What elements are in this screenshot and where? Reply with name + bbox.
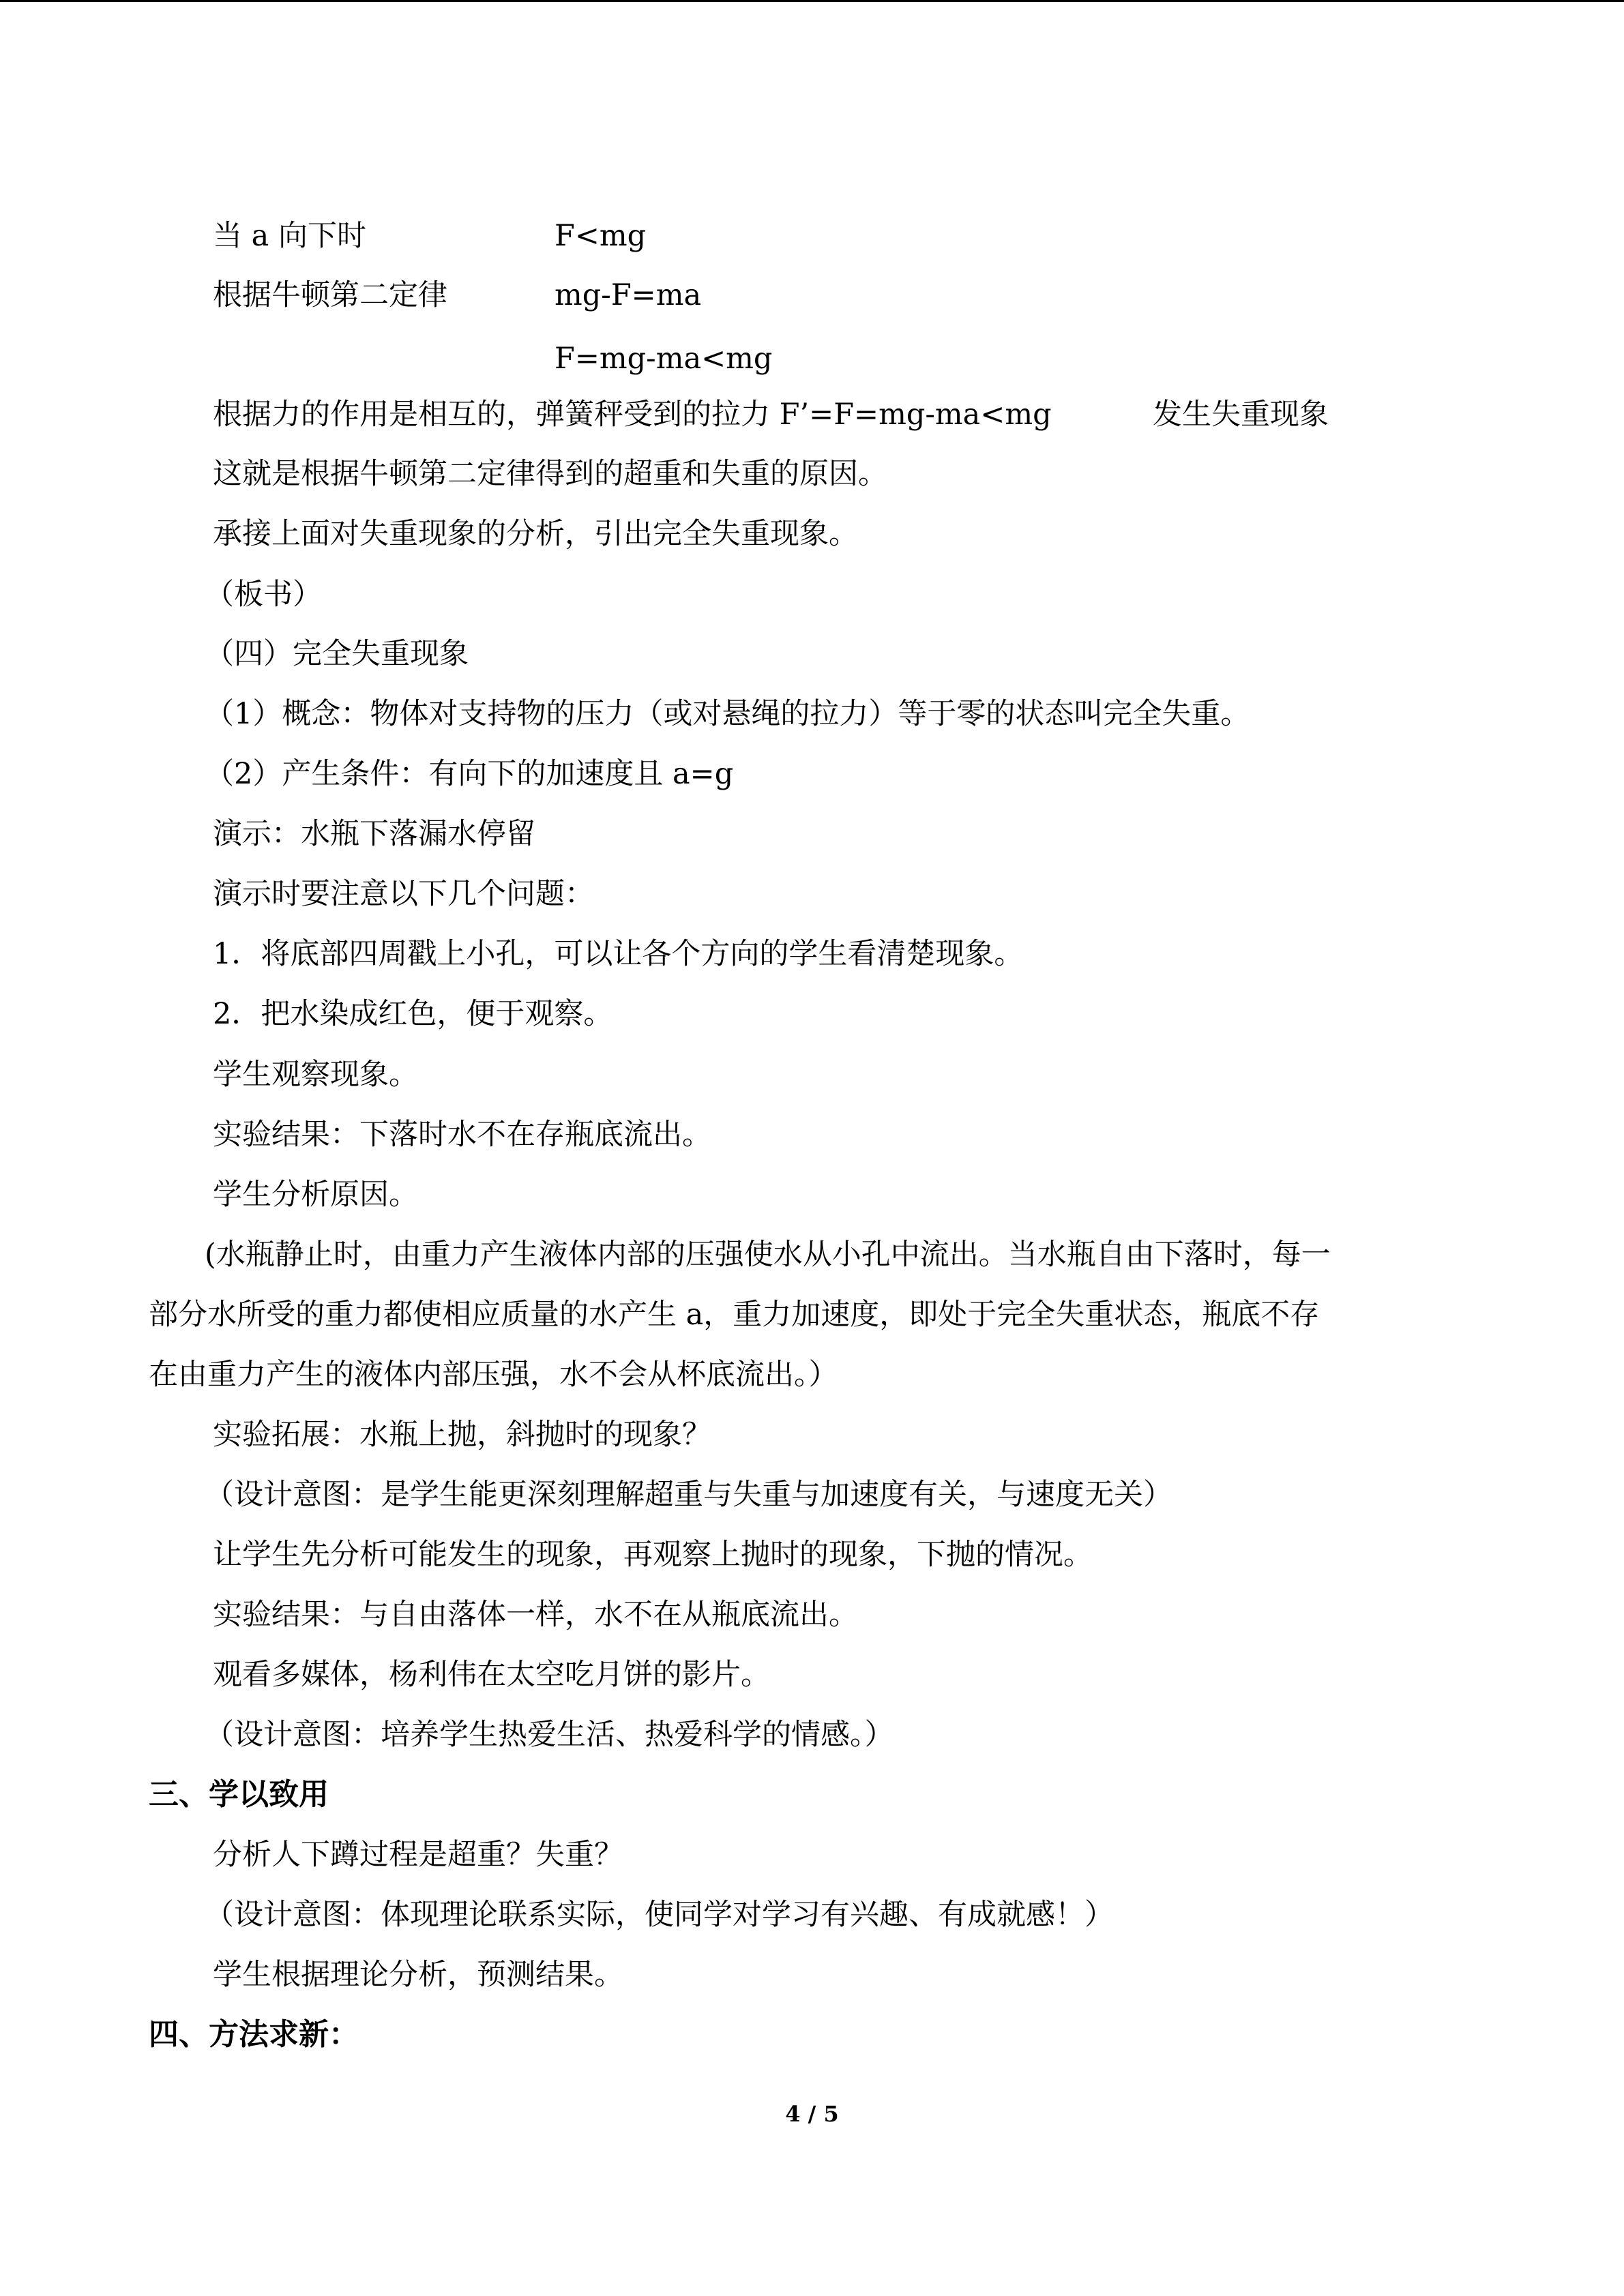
paragraph: 演示：水瓶下落漏水停留 xyxy=(213,817,535,851)
paragraph: 实验结果：与自由落体一样，水不在从瓶底流出。 xyxy=(213,1598,858,1632)
paragraph: 学生根据理论分析，预测结果。 xyxy=(213,1958,623,1992)
text-line xyxy=(213,215,366,256)
paragraph: (水瓶静止时，由重力产生液体内部的压强使水从小孔中流出。当水瓶自由下落时，每一 xyxy=(205,1238,1331,1272)
paragraph: 学生分析原因。 xyxy=(213,1178,418,1212)
formula: F<mg xyxy=(555,219,647,253)
conclusion-text: 发生失重现象 xyxy=(1153,398,1329,432)
paragraph: 实验结果：下落时水不在存瓶底流出。 xyxy=(213,1118,711,1152)
page-number: 4 / 5 xyxy=(785,2101,839,2127)
text-line xyxy=(213,275,447,316)
section-subheading: （四）完全失重现象 xyxy=(205,637,469,671)
paragraph: 学生观察现象。 xyxy=(213,1058,418,1092)
section-heading: 四、方法求新： xyxy=(149,2017,359,2052)
paragraph: 让学生先分析可能发生的现象，再观察上抛时的现象，下抛的情况。 xyxy=(213,1538,1093,1572)
paragraph: 根据力的作用是相互的，弹簧秤受到的拉力 F’=F=mg-ma<mg xyxy=(213,398,1052,432)
paragraph: （设计意图：是学生能更深刻理解超重与失重与加速度有关，与速度无关） xyxy=(205,1478,1172,1512)
paragraph: 分析人下蹲过程是超重？失重？ xyxy=(213,1838,623,1872)
paragraph: （设计意图：培养学生热爱生活、热爱科学的情感。） xyxy=(205,1718,894,1752)
paragraph: （2）产生条件：有向下的加速度且 a=g xyxy=(205,757,734,791)
list-item: 1．将底部四周戳上小孔，可以让各个方向的学生看清楚现象。 xyxy=(213,937,1024,971)
formula: F=mg-ma<mg xyxy=(555,342,773,376)
condition-label: 当 a 向下时 xyxy=(213,219,366,253)
paragraph: 在由重力产生的液体内部压强，水不会从杯底流出。） xyxy=(149,1358,838,1392)
section-heading: 三、学以致用 xyxy=(149,1777,329,1812)
law-label: 根据牛顿第二定律 xyxy=(213,278,447,312)
paragraph: 实验拓展：水瓶上抛，斜抛时的现象？ xyxy=(213,1418,711,1452)
paragraph: 观看多媒体，杨利伟在太空吃月饼的影片。 xyxy=(213,1658,770,1692)
list-item: 2．把水染成红色，便于观察。 xyxy=(213,997,613,1031)
formula: mg-F=ma xyxy=(555,278,702,312)
paragraph: 承接上面对失重现象的分析，引出完全失重现象。 xyxy=(213,517,858,551)
paragraph: 演示时要注意以下几个问题： xyxy=(213,877,594,911)
paragraph: （1）概念：物体对支持物的压力（或对悬绳的拉力）等于零的状态叫完全失重。 xyxy=(205,697,1250,731)
paragraph: （设计意图：体现理论联系实际，使同学对学习有兴趣、有成就感！） xyxy=(205,1898,1114,1932)
paragraph: 这就是根据牛顿第二定律得到的超重和失重的原因。 xyxy=(213,457,887,491)
paragraph: （板书） xyxy=(205,578,322,612)
paragraph: 部分水所受的重力都使相应质量的水产生 a，重力加速度，即处于完全失重状态，瓶底不存 xyxy=(149,1298,1320,1332)
